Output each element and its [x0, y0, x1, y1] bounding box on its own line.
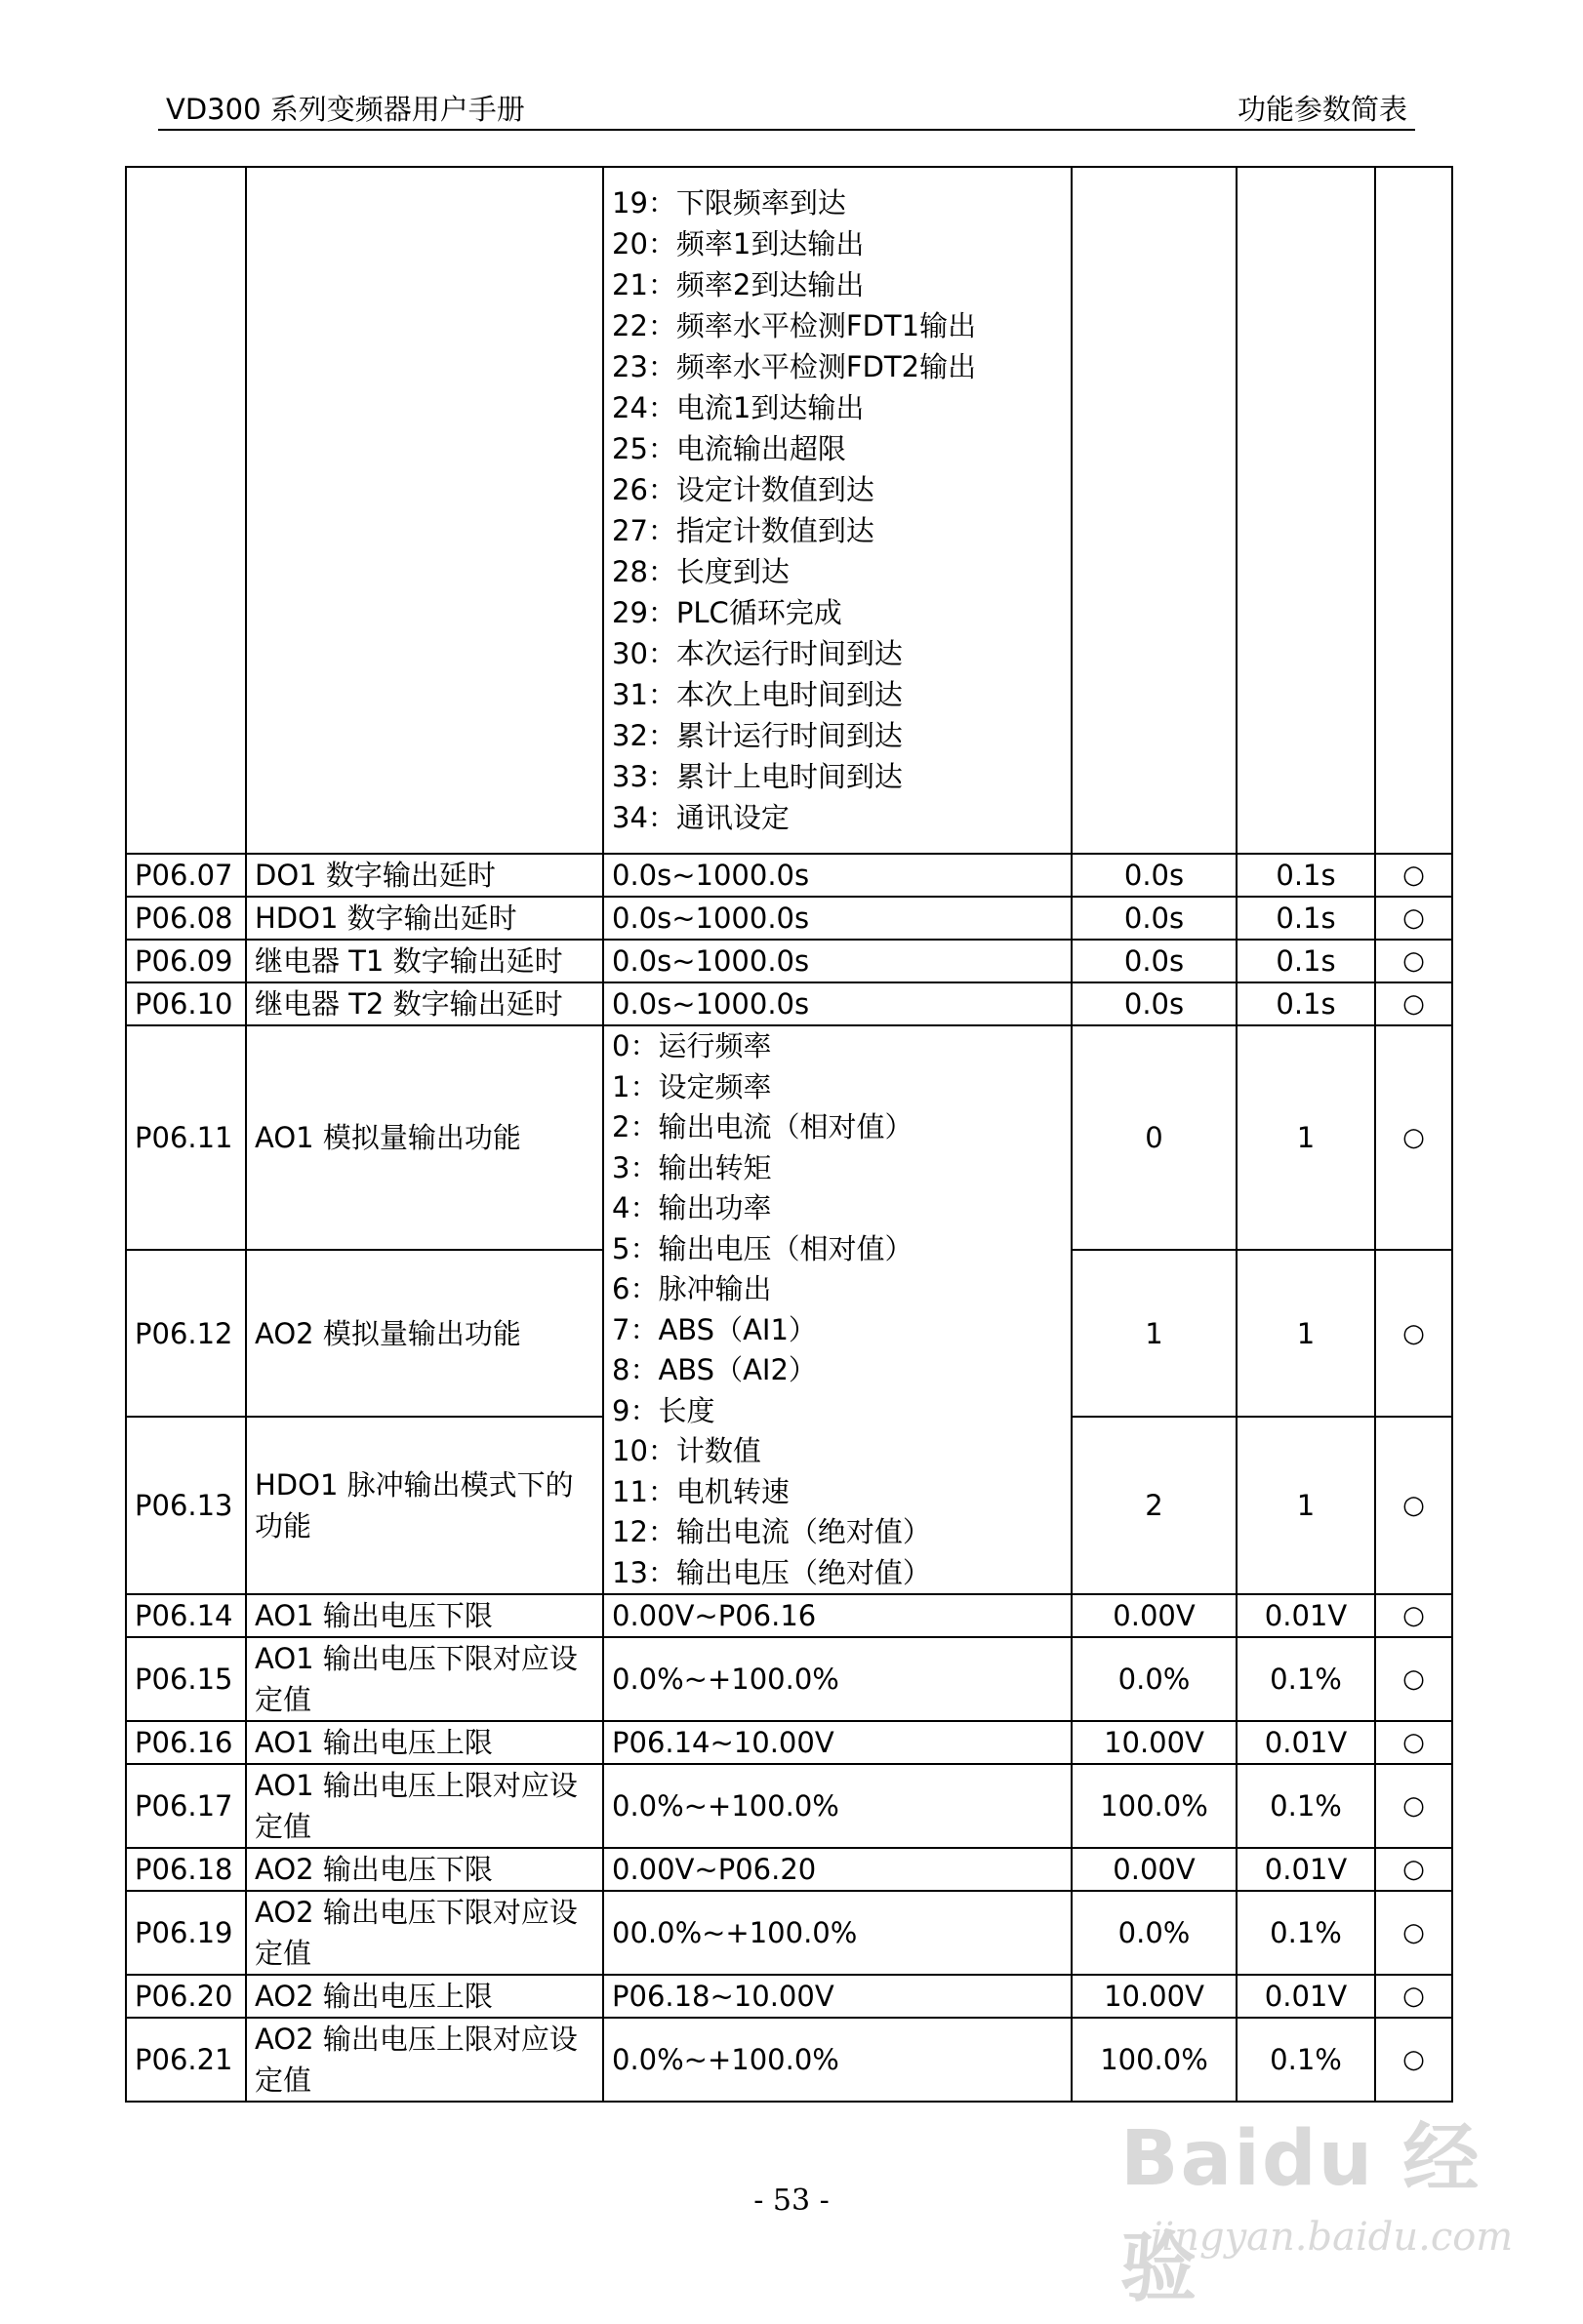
option-item: 20：频率1到达输出 — [612, 227, 865, 260]
option-item: 1：设定频率 — [612, 1069, 772, 1103]
page-header — [158, 90, 1415, 129]
table-row — [126, 1891, 1452, 1975]
param-unit: 0.1s — [1237, 940, 1375, 982]
param-name: 继电器 T1 数字输出延时 — [246, 940, 603, 982]
param-range: 0.0s~1000.0s — [603, 854, 1072, 897]
param-unit: 0.1% — [1237, 1891, 1375, 1975]
param-change-mark: ○ — [1375, 940, 1452, 982]
param-code: P06.14 — [126, 1594, 246, 1637]
param-default: 100.0% — [1072, 1764, 1237, 1848]
option-item: 31：本次上电时间到达 — [612, 678, 903, 711]
option-item: 10：计数值 — [612, 1434, 761, 1467]
param-name: AO1 输出电压上限 — [246, 1721, 603, 1764]
param-change-mark: ○ — [1375, 1637, 1452, 1721]
param-default: 10.00V — [1072, 1975, 1237, 2018]
param-code: P06.11 — [126, 1025, 246, 1250]
option-item: 8：ABS（AI2） — [612, 1353, 817, 1386]
param-default: 0.0% — [1072, 1891, 1237, 1975]
param-unit: 0.01V — [1237, 1721, 1375, 1764]
table-row — [126, 167, 1452, 854]
option-item: 30：本次运行时间到达 — [612, 637, 903, 670]
param-range: 0.0%~+100.0% — [603, 1637, 1072, 1721]
param-change-mark: ○ — [1375, 1891, 1452, 1975]
param-name: DO1 数字输出延时 — [246, 854, 603, 897]
option-item: 12：输出电流（绝对值） — [612, 1515, 931, 1548]
param-default: 0.0% — [1072, 1637, 1237, 1721]
param-code: P06.07 — [126, 854, 246, 897]
param-range: 0.00V~P06.20 — [603, 1848, 1072, 1891]
param-name: AO2 模拟量输出功能 — [246, 1250, 603, 1417]
param-unit: 0.1% — [1237, 1764, 1375, 1848]
param-change-mark: ○ — [1375, 1250, 1452, 1417]
param-unit: 0.1s — [1237, 897, 1375, 940]
option-item: 29：PLC循环完成 — [612, 596, 842, 629]
option-item: 34：通讯设定 — [612, 801, 790, 834]
param-code: P06.10 — [126, 982, 246, 1025]
param-range: P06.14~10.00V — [603, 1721, 1072, 1764]
param-range: 0.0s~1000.0s — [603, 982, 1072, 1025]
param-range: 00.0%~+100.0% — [603, 1891, 1072, 1975]
table-row — [126, 2018, 1452, 2102]
option-item: 11：电机转速 — [612, 1474, 790, 1508]
param-unit: 0.1s — [1237, 982, 1375, 1025]
param-name: AO1 输出电压上限对应设定值 — [246, 1764, 603, 1848]
param-code: P06.09 — [126, 940, 246, 982]
param-unit: 0.01V — [1237, 1975, 1375, 2018]
parameter-table — [125, 166, 1453, 2103]
param-default: 10.00V — [1072, 1721, 1237, 1764]
param-code: P06.19 — [126, 1891, 246, 1975]
mark-cell — [1375, 167, 1452, 854]
param-range: 0.00V~P06.16 — [603, 1594, 1072, 1637]
table-row — [126, 1848, 1452, 1891]
param-name: 继电器 T2 数字输出延时 — [246, 982, 603, 1025]
param-default: 0.0s — [1072, 940, 1237, 982]
param-default: 0.00V — [1072, 1594, 1237, 1637]
param-change-mark: ○ — [1375, 854, 1452, 897]
table-row — [126, 854, 1452, 897]
param-code: P06.16 — [126, 1721, 246, 1764]
param-name: AO2 输出电压上限 — [246, 1975, 603, 2018]
param-code: P06.17 — [126, 1764, 246, 1848]
param-default: 0.00V — [1072, 1848, 1237, 1891]
param-change-mark: ○ — [1375, 1848, 1452, 1891]
param-code: P06.13 — [126, 1417, 246, 1594]
table-row — [126, 1025, 1452, 1250]
param-change-mark: ○ — [1375, 1721, 1452, 1764]
name-cell — [246, 167, 603, 854]
param-default: 0 — [1072, 1025, 1237, 1250]
option-item: 22：频率水平检测FDT1输出 — [612, 309, 977, 342]
param-code: P06.12 — [126, 1250, 246, 1417]
baidu-watermark — [1120, 2098, 1514, 2312]
param-range: 0.0s~1000.0s — [603, 940, 1072, 982]
option-item: 6：脉冲输出 — [612, 1272, 772, 1305]
param-unit: 1 — [1237, 1025, 1375, 1250]
param-default: 100.0% — [1072, 2018, 1237, 2102]
watermark-url: jingyan.baidu.com — [1150, 2215, 1514, 2260]
param-name: AO2 输出电压上限对应设定值 — [246, 2018, 603, 2102]
option-item: 27：指定计数值到达 — [612, 514, 874, 547]
option-item: 24：电流1到达输出 — [612, 391, 865, 424]
option-item: 7：ABS（AI1） — [612, 1312, 817, 1346]
options-cell — [603, 167, 1072, 854]
param-unit: 0.1% — [1237, 2018, 1375, 2102]
param-unit: 0.01V — [1237, 1594, 1375, 1637]
param-change-mark: ○ — [1375, 1025, 1452, 1250]
option-item: 32：累计运行时间到达 — [612, 719, 903, 752]
param-change-mark: ○ — [1375, 1975, 1452, 2018]
param-code: P06.18 — [126, 1848, 246, 1891]
param-code: P06.15 — [126, 1637, 246, 1721]
table-row — [126, 1594, 1452, 1637]
param-range: 0.0%~+100.0% — [603, 2018, 1072, 2102]
watermark-logo: Baidu 经验 — [1120, 2115, 1482, 2312]
param-unit: 0.1% — [1237, 1637, 1375, 1721]
unit-cell — [1237, 167, 1375, 854]
param-unit: 0.01V — [1237, 1848, 1375, 1891]
param-change-mark: ○ — [1375, 1764, 1452, 1848]
param-change-mark: ○ — [1375, 1417, 1452, 1594]
param-change-mark: ○ — [1375, 897, 1452, 940]
param-code: P06.20 — [126, 1975, 246, 2018]
option-item: 19：下限频率到达 — [612, 186, 846, 220]
param-unit: 0.1s — [1237, 854, 1375, 897]
manual-title: VD300 系列变频器用户手册 — [166, 93, 525, 126]
table-row — [126, 897, 1452, 940]
param-name: HDO1 脉冲输出模式下的功能 — [246, 1417, 603, 1594]
param-default: 0.0s — [1072, 854, 1237, 897]
param-code: P06.21 — [126, 2018, 246, 2102]
option-item: 28：长度到达 — [612, 555, 790, 588]
page-number: - 53 - — [753, 2184, 830, 2218]
options-cell — [603, 1025, 1072, 1594]
param-default: 0.0s — [1072, 982, 1237, 1025]
default-cell — [1072, 167, 1237, 854]
param-name: AO1 模拟量输出功能 — [246, 1025, 603, 1250]
option-item: 25：电流输出超限 — [612, 432, 846, 465]
param-change-mark: ○ — [1375, 2018, 1452, 2102]
param-change-mark: ○ — [1375, 1594, 1452, 1637]
header-divider — [158, 129, 1415, 131]
option-item: 21：频率2到达输出 — [612, 268, 865, 301]
param-name: AO1 输出电压下限 — [246, 1594, 603, 1637]
option-item: 0：运行频率 — [612, 1029, 772, 1062]
option-item: 13：输出电压（绝对值） — [612, 1555, 931, 1589]
param-name: AO2 输出电压下限 — [246, 1848, 603, 1891]
table-row — [126, 1721, 1452, 1764]
section-title: 功能参数简表 — [1237, 93, 1407, 126]
param-range: 0.0%~+100.0% — [603, 1764, 1072, 1848]
option-item: 4：输出功率 — [612, 1191, 772, 1224]
option-item: 9：长度 — [612, 1393, 715, 1427]
param-code: P06.08 — [126, 897, 246, 940]
param-range: P06.18~10.00V — [603, 1975, 1072, 2018]
code-cell — [126, 167, 246, 854]
param-change-mark: ○ — [1375, 982, 1452, 1025]
param-name: AO1 输出电压下限对应设定值 — [246, 1637, 603, 1721]
option-item: 26：设定计数值到达 — [612, 473, 874, 506]
param-default: 2 — [1072, 1417, 1237, 1594]
option-item: 2：输出电流（相对值） — [612, 1110, 913, 1143]
table-row — [126, 1975, 1452, 2018]
table-row — [126, 940, 1452, 982]
option-item: 3：输出转矩 — [612, 1150, 772, 1184]
param-unit: 1 — [1237, 1250, 1375, 1417]
table-row — [126, 982, 1452, 1025]
option-item: 5：输出电压（相对值） — [612, 1231, 913, 1265]
param-unit: 1 — [1237, 1417, 1375, 1594]
param-name: AO2 输出电压下限对应设定值 — [246, 1891, 603, 1975]
param-default: 1 — [1072, 1250, 1237, 1417]
param-range: 0.0s~1000.0s — [603, 897, 1072, 940]
option-item: 23：频率水平检测FDT2输出 — [612, 350, 977, 383]
param-default: 0.0s — [1072, 897, 1237, 940]
option-item: 33：累计上电时间到达 — [612, 760, 903, 793]
table-row — [126, 1764, 1452, 1848]
table-row — [126, 1637, 1452, 1721]
param-name: HDO1 数字输出延时 — [246, 897, 603, 940]
